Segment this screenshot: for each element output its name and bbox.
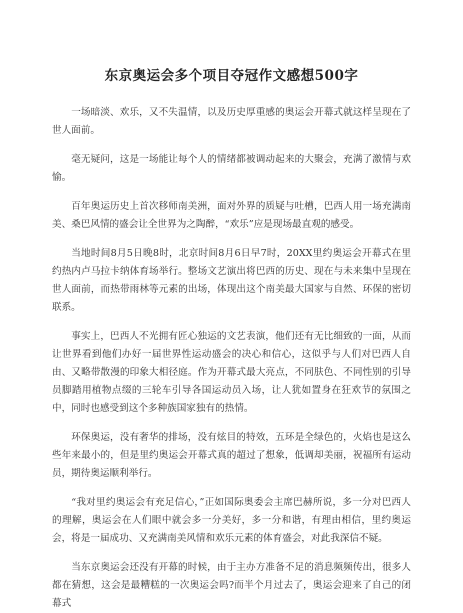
paragraph-8: 当东京奥运会还没有开幕的时候，由于主办方准备不足的消息频频传出，很多人都在猜想，这会是最糟糕的一次奥运会吗?而半个月过去了，奥运会迎来了自己的闭幕式	[52, 562, 411, 609]
paragraph-2: 毫无疑问，这是一场能让每个人的情绪都被调动起来的大聚会，充满了激情与欢愉。	[52, 154, 411, 183]
paragraph-3: 百年奥运历史上首次移师南美洲，面对外界的质疑与吐槽，巴西人用一场充满南美、桑巴风情的盛会让全世界为之陶醉，“欢乐”应是现场最直观的感受。	[52, 201, 411, 230]
paragraph-1: 一场暗淡、欢乐，又不失温情，以及历史厚重感的奥运会开幕式就这样呈现在了世人面前。	[52, 107, 411, 136]
paragraph-4: 当地时间8月5日晚8时，北京时间8月6日早7时，20XX里约奥运会开幕式在里约热内卢马拉卡纳体育场举行。整场文艺演出将巴西的历史、现在与未来集中呈现在世人面前，而热带雨林等元素的出场，体现出这个南美最大国家与自然、环保的密切联系。	[52, 248, 411, 313]
paragraph-7: “我对里约奥运会有充足信心，”正如国际奥委会主席巴赫所说，多一分对巴西人的理解，奥运会在人们眼中就会多一分美好，多一分和谐，有理由相信，里约奥运会，将是一届成功、又充满南美风情和欢乐元素的体育盛会，对此我深信不疑。	[52, 497, 411, 544]
paragraph-5: 事实上，巴西人不光拥有匠心独运的文艺表演，他们还有无比细致的一面，从而让世界看到他们办好一届世界性运动盛会的决心和信心，这似乎与人们对巴西人自由、又略带散漫的印象大相径庭。作为开幕式最大亮点，不同肤色、不同性别的引导员脚踏用植物点缀的三轮车引导各国运动员入场，让人犹如置身在狂欢节的氛围之中，同时也感受到这个多种族国家独有的热情。	[52, 331, 411, 414]
document-title: 东京奥运会多个项目夺冠作文感想500字	[104, 68, 359, 84]
paragraph-6: 环保奥运，没有奢华的排场，没有炫目的特效，五环是全绿色的，火焰也是这么些年来最小的，但是里约奥运会开幕式真的超过了想象，低调却美丽，祝福所有运动员，期待奥运顺利举行。	[52, 432, 411, 479]
